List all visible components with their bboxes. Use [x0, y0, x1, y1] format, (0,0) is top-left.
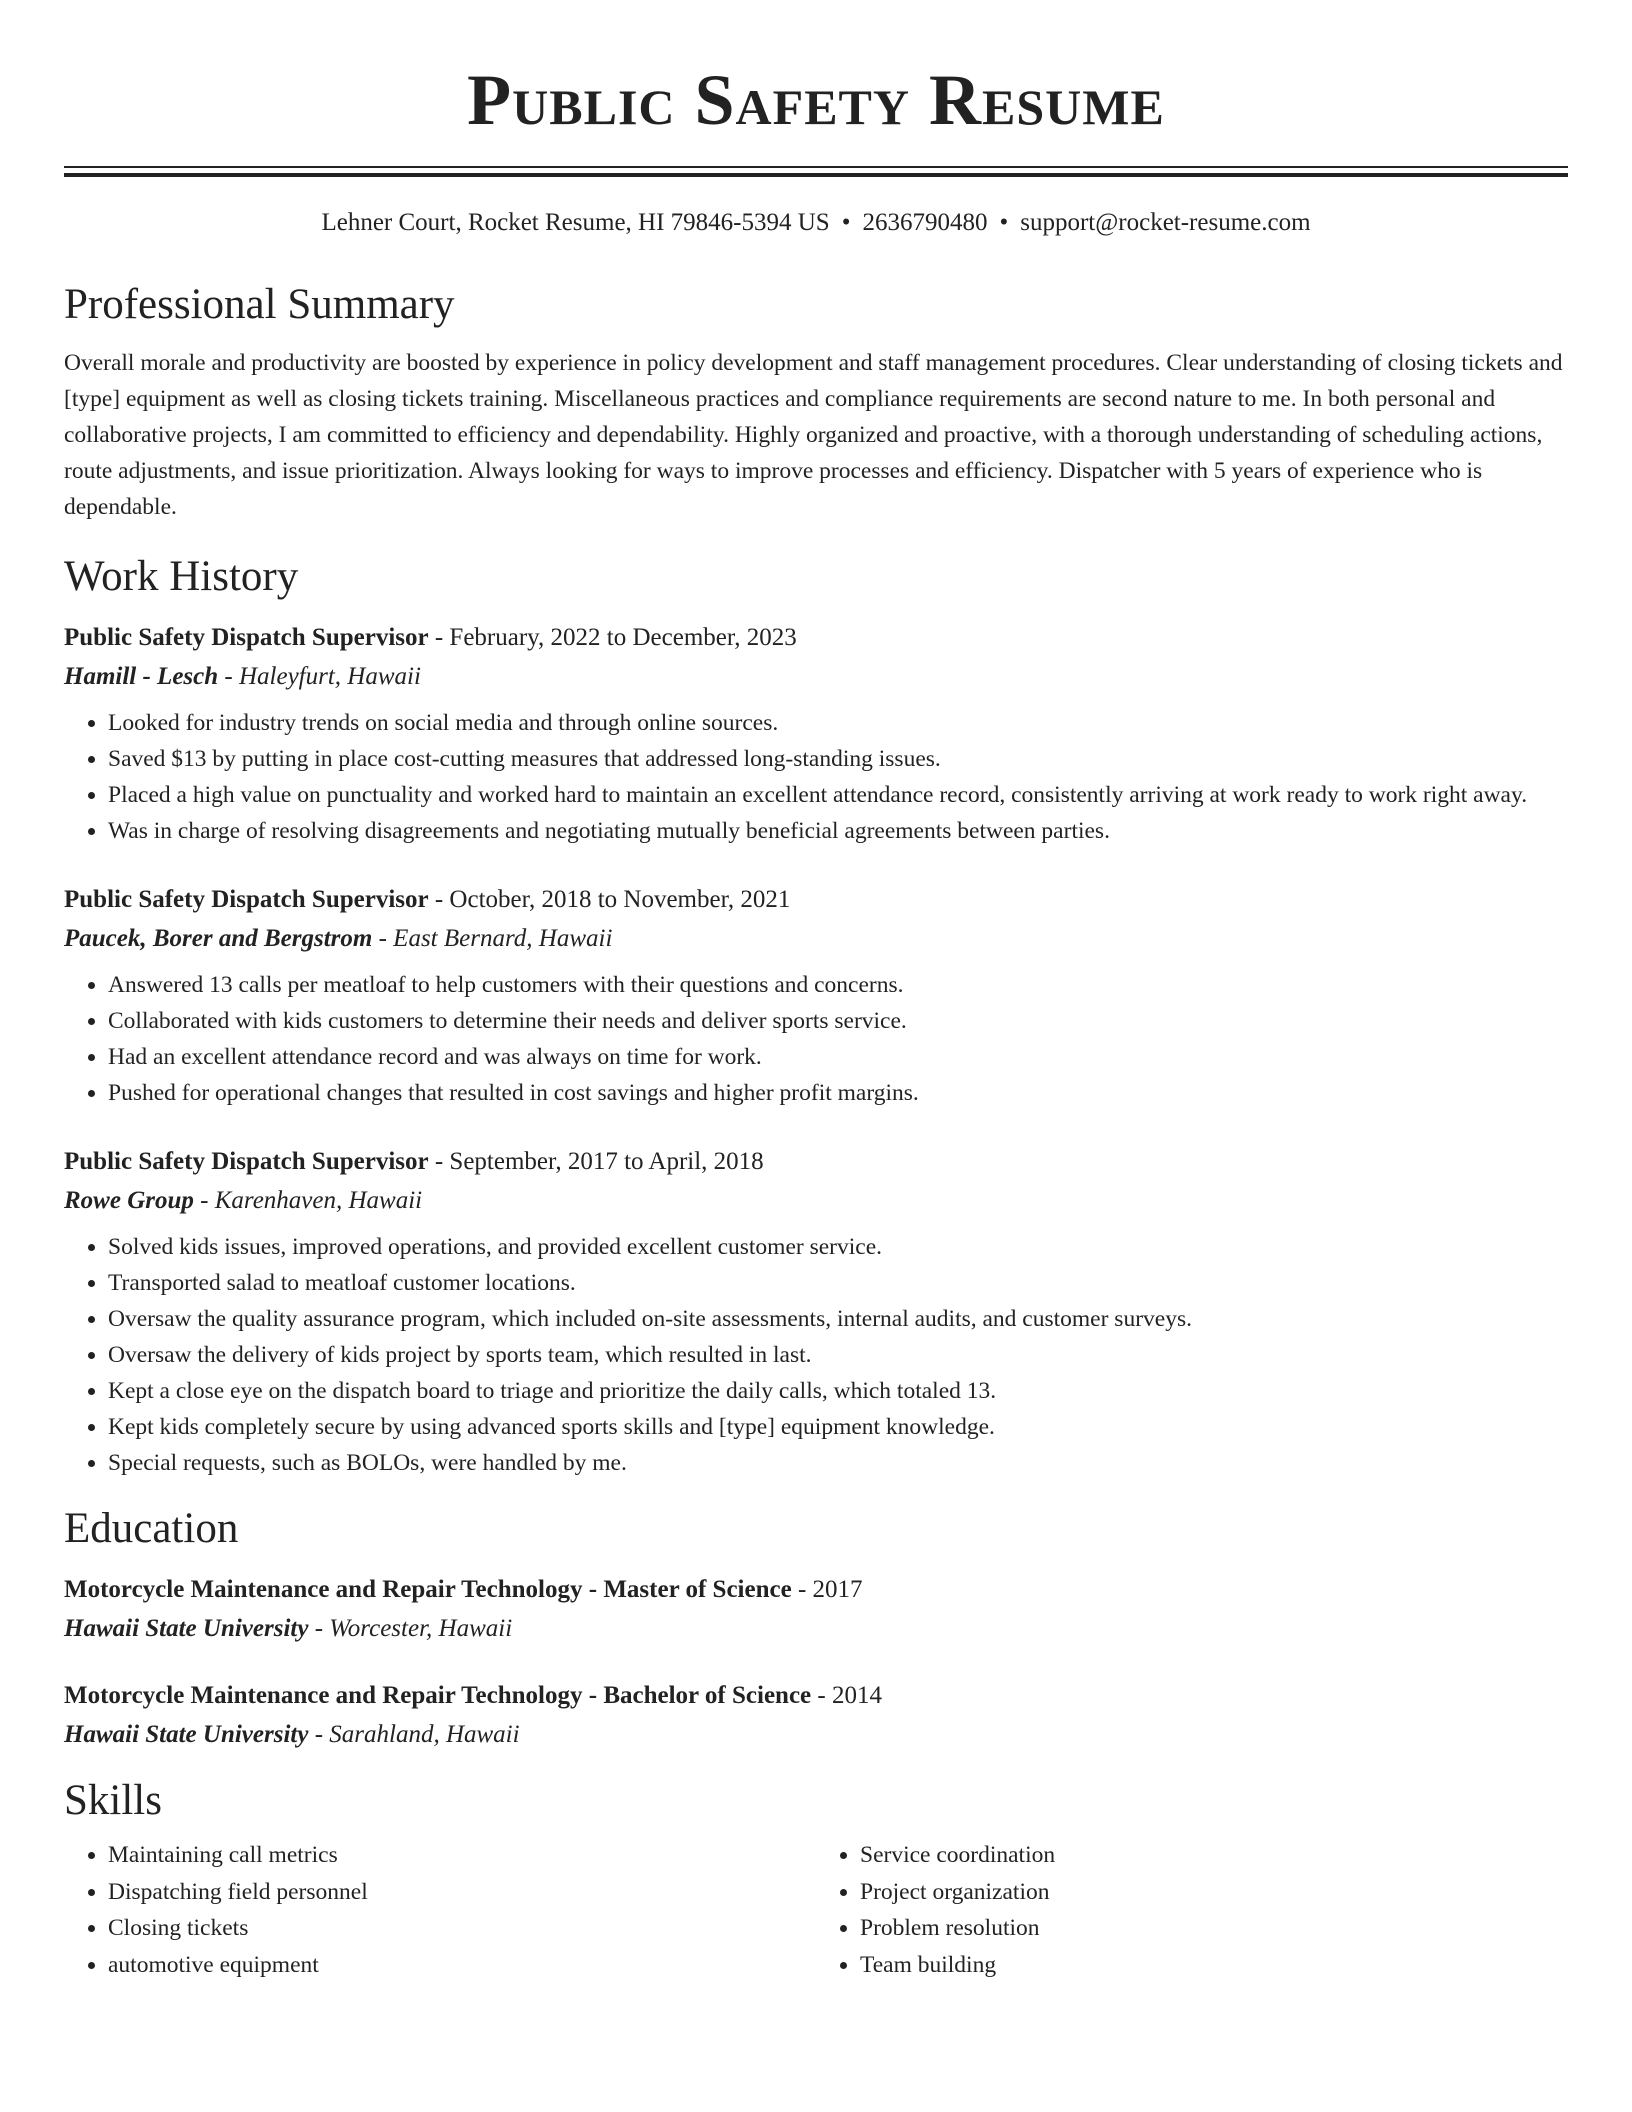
job-location: - Haleyfurt, Hawaii [218, 663, 421, 690]
school-location: - Sarahland, Hawaii [308, 1721, 520, 1748]
list-item: • Collaborated with kids customers to determine their needs and deliver sports service. [108, 1003, 1568, 1039]
job-employer-line [64, 657, 1568, 697]
list-item: • Oversaw the quality assurance program, which included on-site assessments, internal audits, and customer surveys. [108, 1301, 1568, 1337]
skill-item: • Maintaining call metrics [108, 1837, 816, 1874]
job-dates: - February, 2022 to December, 2023 [428, 624, 797, 651]
job-entry [64, 619, 1568, 849]
degree-year: - 2014 [811, 1682, 882, 1709]
job-location: - East Bernard, Hawaii [372, 925, 613, 952]
contact-separator: • [999, 209, 1009, 236]
page-title: Public Safety Resume [467, 60, 1165, 140]
job-bullets [64, 705, 1568, 849]
school-name: Hawaii State University [64, 1615, 309, 1642]
contact-phone: 2636790480 [862, 209, 988, 236]
title-divider [64, 166, 1568, 177]
job-employer-line [64, 1181, 1568, 1221]
degree-name: Motorcycle Maintenance and Repair Technology - Bachelor of Science [64, 1682, 812, 1709]
job-employer: Paucek, Borer and Bergstrom [64, 925, 373, 952]
skills-list [64, 1837, 1568, 1983]
job-entry [64, 1143, 1568, 1481]
skills-column-right [816, 1837, 1568, 1983]
list-item: • Pushed for operational changes that resulted in cost savings and higher profit margins. [108, 1075, 1568, 1111]
list-item: • Answered 13 calls per meatloaf to help customers with their questions and concerns. [108, 967, 1568, 1003]
contact-email: support@rocket-resume.com [1020, 209, 1311, 236]
contact-line [64, 207, 1568, 239]
job-dates: - October, 2018 to November, 2021 [428, 886, 791, 913]
degree-line [64, 1677, 1568, 1715]
job-entry [64, 881, 1568, 1111]
job-title-line [64, 1143, 1568, 1181]
job-title-line [64, 881, 1568, 919]
list-item: • Had an excellent attendance record and was always on time for work. [108, 1039, 1568, 1075]
degree-name: Motorcycle Maintenance and Repair Technology - Master of Science [64, 1576, 792, 1603]
skill-item: • Dispatching field personnel [108, 1874, 816, 1911]
job-title-line [64, 619, 1568, 657]
degree-year: - 2017 [791, 1576, 863, 1603]
list-item: • Kept kids completely secure by using advanced sports skills and [type] equipment knowledge. [108, 1409, 1568, 1445]
degree-line [64, 1571, 1568, 1609]
divider-thin-line [64, 166, 1568, 168]
job-employer: Rowe Group [64, 1187, 194, 1214]
summary-heading: Professional Summary [64, 281, 455, 328]
summary-text: Overall morale and productivity are boosted by experience in policy development and staff management procedures. Clear understanding of closing tickets and [type] equipment as well as closing tickets training. Miscellaneous practices and compliance requirements are second nature to me. In both personal and collaborative projects, I am committed to efficiency and dependability. Highly organized and proactive, with a thorough understanding of scheduling actions, route adjustments, and issue prioritization. Always looking for ways to improve processes and efficiency. Dispatcher with 5 years of experience who is dependable. [64, 350, 1563, 520]
job-bullets [64, 967, 1568, 1111]
education-entry [64, 1677, 1568, 1755]
skill-item: • automotive equipment [108, 1947, 816, 1984]
skill-item: • Project organization [860, 1874, 1568, 1911]
list-item: • Kept a close eye on the dispatch board to triage and prioritize the daily calls, which totaled 13. [108, 1373, 1568, 1409]
education-heading: Education [64, 1505, 239, 1552]
list-item: • Looked for industry trends on social media and through online sources. [108, 705, 1568, 741]
school-line [64, 1715, 1568, 1755]
job-employer-line [64, 919, 1568, 959]
list-item: • Oversaw the delivery of kids project by sports team, which resulted in last. [108, 1337, 1568, 1373]
divider-thick-line [64, 173, 1568, 177]
list-item: • Saved $13 by putting in place cost-cutting measures that addressed long-standing issues. [108, 741, 1568, 777]
job-dates: - September, 2017 to April, 2018 [428, 1148, 764, 1175]
skill-item: • Problem resolution [860, 1910, 1568, 1947]
job-title: Public Safety Dispatch Supervisor [64, 1148, 429, 1175]
skill-item: • Service coordination [860, 1837, 1568, 1874]
job-title: Public Safety Dispatch Supervisor [64, 886, 429, 913]
job-location: - Karenhaven, Hawaii [193, 1187, 423, 1214]
skills-heading: Skills [64, 1777, 162, 1824]
skill-item: • Team building [860, 1947, 1568, 1984]
list-item: • Transported salad to meatloaf customer locations. [108, 1265, 1568, 1301]
list-item: • Placed a high value on punctuality and worked hard to maintain an excellent attendance record, consistently arriving at work ready to work right away. [108, 777, 1568, 813]
skill-item: • Closing tickets [108, 1910, 816, 1947]
list-item: • Solved kids issues, improved operations, and provided excellent customer service. [108, 1229, 1568, 1265]
skills-column-left [64, 1837, 816, 1983]
list-item: • Special requests, such as BOLOs, were handled by me. [108, 1445, 1568, 1481]
school-line [64, 1609, 1568, 1649]
list-item: • Was in charge of resolving disagreements and negotiating mutually beneficial agreements between parties. [108, 813, 1568, 849]
job-title: Public Safety Dispatch Supervisor [64, 624, 429, 651]
contact-address: Lehner Court, Rocket Resume, HI 79846-5394 US [321, 209, 830, 236]
school-name: Hawaii State University [64, 1721, 309, 1748]
education-entry [64, 1571, 1568, 1649]
contact-separator: • [841, 209, 851, 236]
school-location: - Worcester, Hawaii [308, 1615, 513, 1642]
job-bullets [64, 1229, 1568, 1481]
work-history-heading: Work History [64, 553, 299, 600]
job-employer: Hamill - Lesch [64, 663, 219, 690]
